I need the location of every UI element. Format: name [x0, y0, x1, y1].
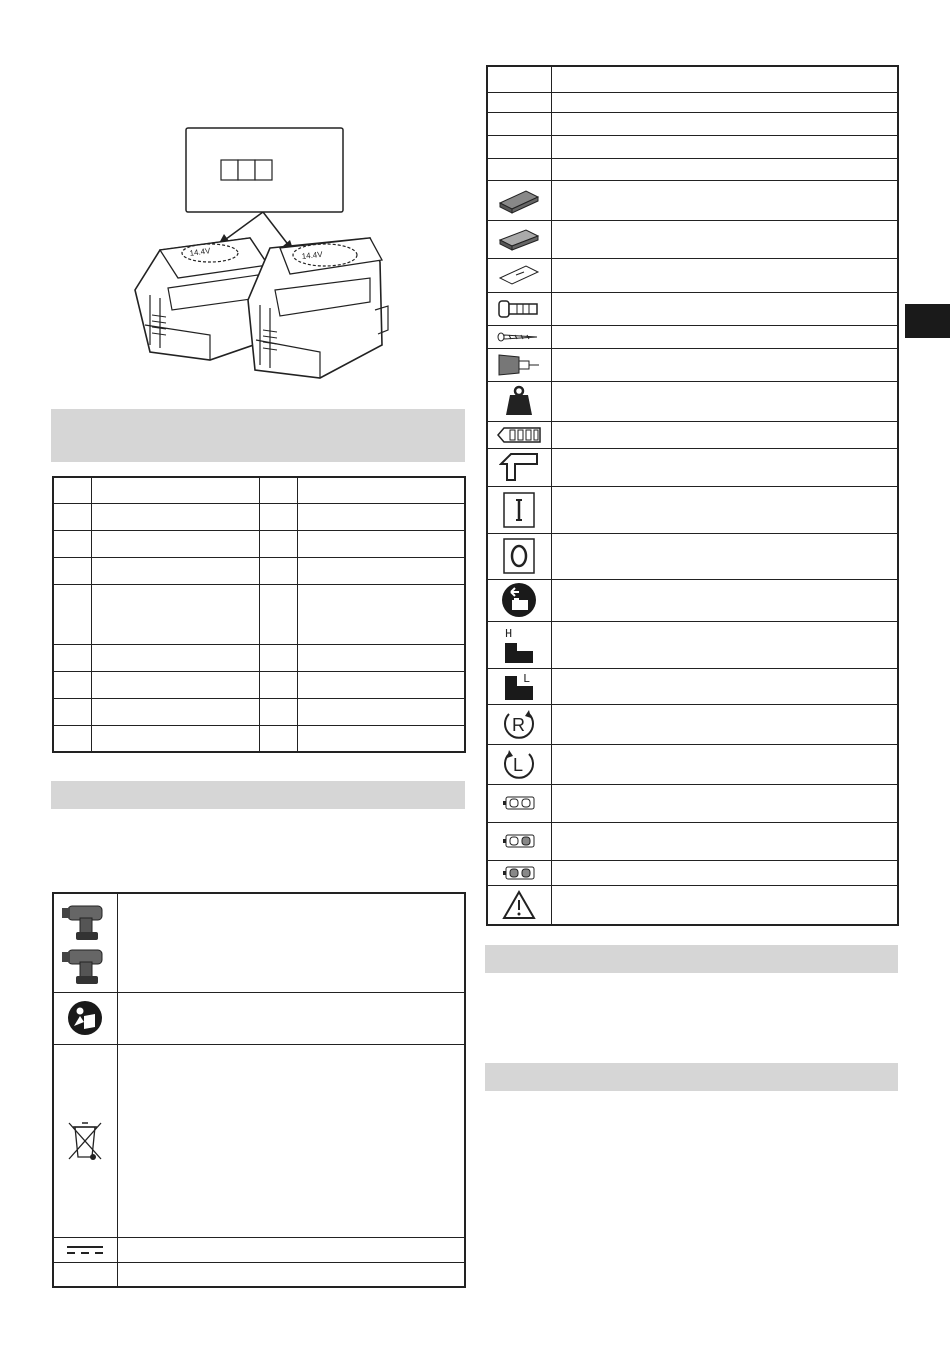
chuck-icon — [488, 353, 551, 377]
symbol-cell — [53, 1262, 117, 1287]
warning-triangle-icon — [488, 890, 551, 920]
table-row — [53, 644, 465, 671]
battery-figure — [120, 120, 400, 390]
high-speed-icon — [488, 625, 551, 665]
table-row — [487, 421, 898, 448]
table-row — [487, 704, 898, 744]
table-row — [487, 112, 898, 135]
section-heading-band — [485, 1063, 898, 1091]
table-row — [487, 381, 898, 421]
low-speed-description — [551, 668, 898, 704]
table-row — [487, 180, 898, 220]
svg-text:L: L — [523, 672, 531, 686]
svg-text:14.4V: 14.4V — [189, 246, 211, 258]
table-row — [487, 784, 898, 822]
table-row — [487, 579, 898, 621]
drill-driver-icon — [54, 898, 117, 988]
battery-level-half-icon — [488, 833, 551, 849]
table-row — [53, 893, 465, 992]
switch-off-icon — [488, 537, 551, 575]
rotation-right-description — [551, 704, 898, 744]
battery-pack-icon — [488, 426, 551, 444]
weee-crossed-bin-icon — [54, 1119, 117, 1163]
table-row — [487, 66, 898, 92]
svg-text:14.4V: 14.4V — [301, 249, 324, 261]
table-row — [53, 1044, 465, 1237]
symbol-description — [117, 1237, 465, 1262]
table-row — [487, 860, 898, 885]
svg-text:L: L — [513, 755, 524, 775]
weight-icon — [488, 385, 551, 417]
symbols-table-left — [52, 892, 466, 1288]
symbol-description — [117, 992, 465, 1044]
table-row — [53, 1262, 465, 1287]
svg-text:H: H — [505, 626, 513, 641]
thin-sheet-icon — [488, 262, 551, 288]
table-row — [487, 822, 898, 860]
table-row — [487, 348, 898, 381]
table-row — [487, 744, 898, 784]
table-row — [53, 503, 465, 530]
direct-current-icon — [54, 1244, 117, 1256]
rotation-left-description — [551, 744, 898, 784]
table-row — [487, 158, 898, 180]
battery-release-icon — [488, 582, 551, 618]
table-row — [53, 584, 465, 644]
table-row — [53, 725, 465, 752]
section-heading-band — [485, 945, 898, 973]
table-row — [53, 477, 465, 503]
table-row — [53, 530, 465, 557]
steel-plate-icon — [488, 224, 551, 254]
read-manual-icon — [54, 1000, 117, 1036]
rotation-left-icon — [488, 746, 551, 782]
battery-illustration — [120, 120, 400, 390]
table-row — [53, 1237, 465, 1262]
wood-block-icon — [488, 185, 551, 215]
hammer-mode-icon — [488, 452, 551, 482]
table-row — [487, 258, 898, 292]
table-row — [487, 135, 898, 158]
section-heading-band — [51, 781, 465, 809]
table-row — [487, 325, 898, 348]
low-speed-icon — [488, 670, 551, 702]
wood-screw-icon — [488, 332, 551, 342]
table-row — [487, 220, 898, 258]
switch-on-icon — [488, 491, 551, 529]
table-row — [487, 486, 898, 533]
spec-table — [52, 476, 466, 753]
battery-level-full-icon — [488, 865, 551, 881]
table-row — [53, 557, 465, 584]
table-row — [487, 885, 898, 925]
symbol-description — [117, 893, 465, 992]
table-row — [53, 671, 465, 698]
symbols-table-right — [486, 65, 899, 926]
table-row — [487, 668, 898, 704]
symbol-description — [117, 1262, 465, 1287]
table-row — [53, 992, 465, 1044]
table-row — [487, 621, 898, 668]
table-row — [487, 92, 898, 112]
section-heading-band — [51, 409, 465, 462]
bolt-icon — [488, 299, 551, 319]
table-row — [487, 292, 898, 325]
table-row — [487, 533, 898, 579]
table-row — [487, 448, 898, 486]
symbol-description — [117, 1044, 465, 1237]
language-tab-marker — [905, 304, 950, 338]
table-row — [53, 698, 465, 725]
high-speed-description — [551, 621, 898, 668]
battery-level-empty-icon — [488, 795, 551, 811]
svg-text:R: R — [512, 715, 526, 735]
rotation-right-icon — [488, 706, 551, 742]
